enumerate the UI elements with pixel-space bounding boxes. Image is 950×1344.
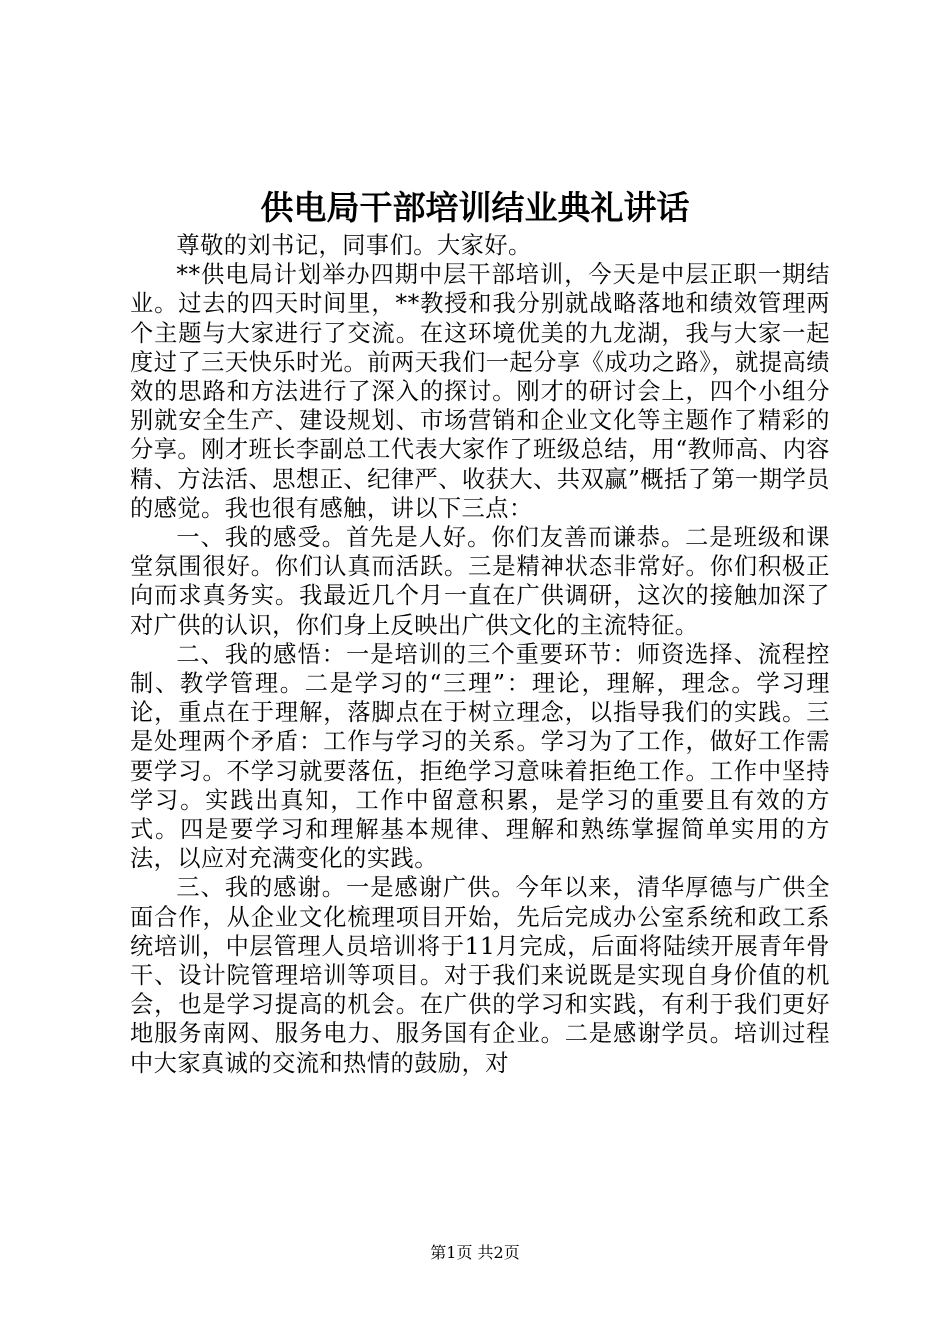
document-title: 供电局干部培训结业典礼讲话	[260, 188, 690, 227]
section-two-paragraph: 二、我的感悟：一是培训的三个重要环节：师资选择、流程控制、教学管理。二是学习的“三理”：理论，理解，理念。学习理论，重点在于理解，落脚点在于树立理念，以指导我们的实践。三是处理两个矛盾：工作与学习的关系。学习为了工作，做好工作需要学习。不学习就要落伍，拒绝学习意味着拒绝工作。工作中坚持学习。实践出真知，工作中留意积累，是学习的重要且有效的方式。四是要学习和理解基本规律、理解和熟练掌握简单实用的方法，以应对充满变化的实践。	[130, 640, 830, 873]
page-number-footer: 第1页 共2页	[430, 1243, 520, 1262]
intro-paragraph: **供电局计划举办四期中层干部培训，今天是中层正职一期结业。过去的四天时间里，**教授和我分别就战略落地和绩效管理两个主题与大家进行了交流。在这环境优美的九龙湖，我与大家一起度过了三天快乐时光。前两天我们一起分享《成功之路》，就提高绩效的思路和方法进行了深入的探讨。刚才的研讨会上，四个小组分别就安全生产、建设规划、市场营销和企业文化等主题作了精彩的分享。刚才班长李副总工代表大家作了班级总结，用“教师高、内容精、方法活、思想正、纪律严、收获大、共双赢”概括了第一期学员的感觉。我也很有感触，讲以下三点：	[130, 261, 830, 522]
salutation-paragraph: 尊敬的刘书记，同事们。大家好。	[176, 232, 532, 259]
section-three-paragraph: 三、我的感谢。一是感谢广供。今年以来，清华厚德与广供全面合作，从企业文化梳理项目开始，先后完成办公室系统和政工系统培训，中层管理人员培训将于11月完成，后面将陆续开展青年骨干、设计院管理培训等项目。对于我们来说既是实现自身价值的机会，也是学习提高的机会。在广供的学习和实践，有利于我们更好地服务南网、服务电力、服务国有企业。二是感谢学员。培训过程中大家真诚的交流和热情的鼓励，对	[130, 874, 830, 1077]
section-one-paragraph: 一、我的感受。首先是人好。你们友善而谦恭。二是班级和课堂氛围很好。你们认真而活跃。三是精神状态非常好。你们积极正向而求真务实。我最近几个月一直在广供调研，这次的接触加深了对广供的认识，你们身上反映出广供文化的主流特征。	[130, 524, 830, 639]
document-body	[130, 231, 830, 1078]
